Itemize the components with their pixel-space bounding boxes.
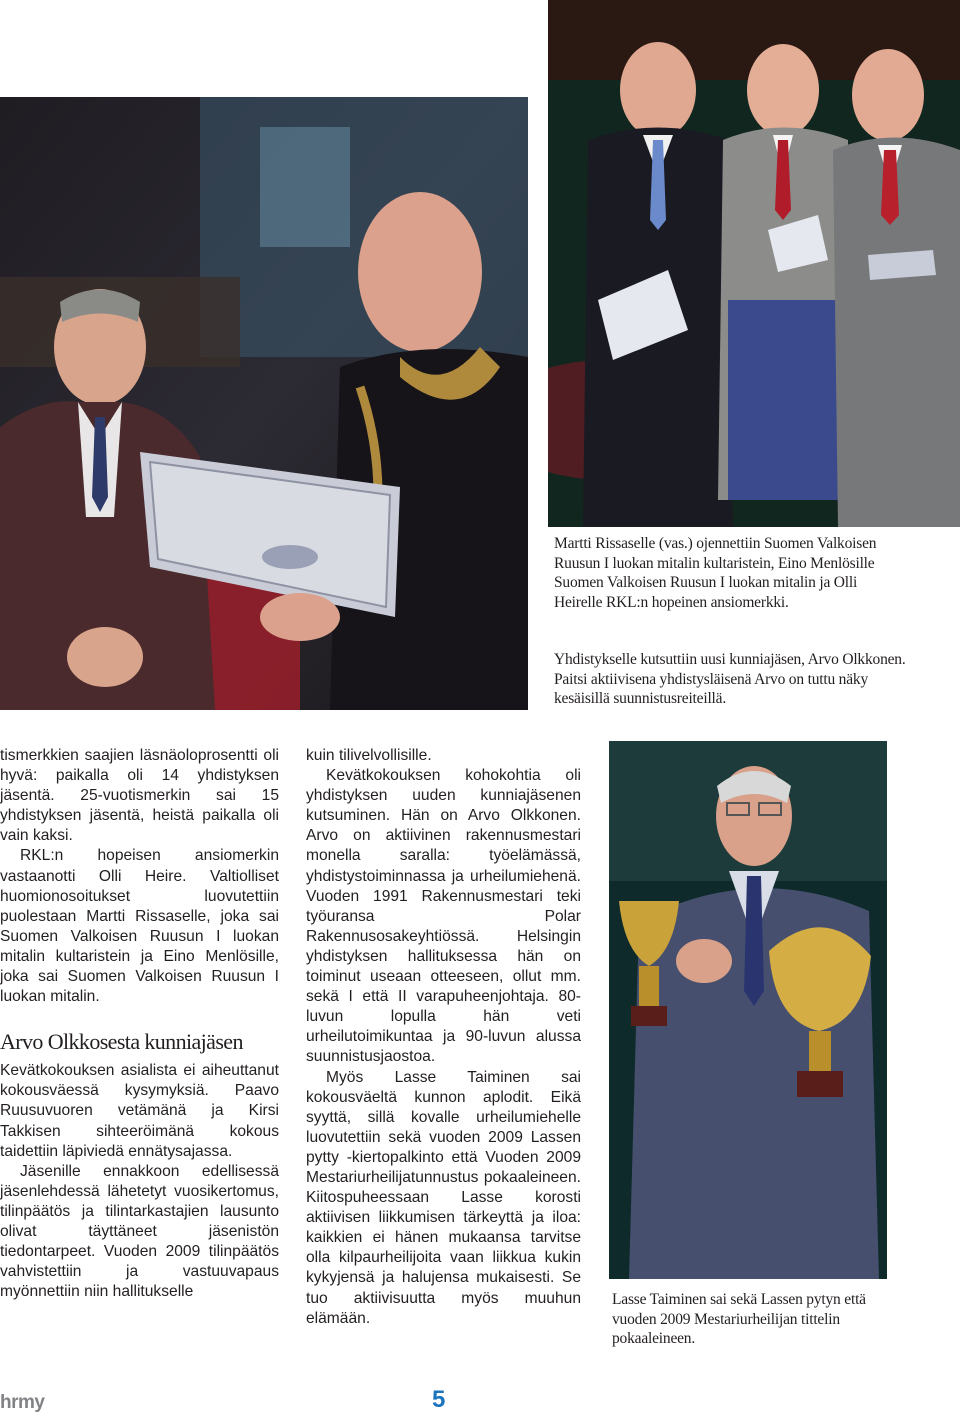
photo-three-recipients	[548, 0, 960, 527]
paragraph: Myös Lasse Taiminen sai kokousväeltä kunnon aplodit. Eikä syyttä, sillä kovalle urheilumiehelle luovutettiin sekä vuoden 2009 Lassen pytty -kiertopalkinto että Vuoden 2009 Mestariurheilijatunnustus pokaaleineen. Kiitospuheessaan Lasse korosti aktiivisen liikkumisen tärkeyttä ja iloa: kaikkien ei hänen mukaansa tarvitse olla kilpaurheilijoita vaan liikkua kukin kykyjensä ja halujensa mukaisesti. Se tuo aktiivisuutta myös muuhun elämään.	[306, 1068, 581, 1327]
caption-honorary-member: Yhdistykselle kutsuttiin uusi kunniajäsen, Arvo Olkkonen. Paitsi aktiivisena yhdistysläisenä Arvo on tuttu näky kesäisillä suunnistusreiteillä.	[554, 651, 906, 707]
photo-trophy-winner	[609, 741, 887, 1279]
paragraph: Kevätkokouksen asialista ei aiheuttanut kokousväessä kysymyksiä. Paavo Ruusuvuoren vetämänä ja Kirsi Takkisen sihteeröimänä kokous taidettiin läpiviedä ennätysajassa.	[0, 1062, 279, 1160]
publication-logo: hrmy	[0, 1392, 45, 1413]
caption-trophy-winner: Lasse Taiminen sai sekä Lassen pytyn että vuoden 2009 Mestariurheilijan tittelin pokaaleineen.	[612, 1291, 866, 1347]
article-column-1	[0, 746, 279, 1302]
paragraph: tismerkkien saajien läsnäoloprosentti oli hyvä: paikalla oli 14 yhdistyksen jäsentä. 25-vuotismerkin sai 15 yhdistyksen jäsentä, heistä paikalla oli vain kaksi.	[0, 747, 279, 845]
paragraph: Kevätkokouksen kohokohtia oli yhdistyksen uuden kunniajäsenen kutsuminen. Hän on Arvo Olkkonen. Arvo on aktiivinen rakennusmestari monella saralla: työelämässä, yhdistystoiminnassa ja urheilumiehenä. Vuoden 1991 Rakennusmestari teki työuransa Polar Rakennusosakeyhtiössä. Helsingin yhdistyksen hallituksessa hän on toiminut useaan otteeseen, ollut mm. sekä I että II varapuheenjohtaja. 80-luvun lopulla hän veti urheilutoimikuntaa ja 90-luvun alussa suunnistusjaostoa.	[306, 767, 581, 1066]
article-column-2	[306, 746, 581, 1329]
paragraph: RKL:n hopeisen ansiomerkin vastaanotti Olli Heire. Valtiolliset huomionosoitukset luovutettiin puolestaan Martti Rissaselle, joka sai Suomen Valkoisen Ruusun I luokan mitalin kultaristein ja Eino Menlösille, joka sai Suomen Valkoisen Ruusun I luokan mitalin.	[0, 847, 279, 1006]
page-number: 5	[432, 1386, 446, 1413]
paragraph: kuin tilivelvollisille.	[306, 747, 432, 764]
paragraph: Jäsenille ennakkoon edellisessä jäsenlehdessä lähetetyt vuosikertomus, tilinpäätös ja tilintarkastajien lausunto olivat täyttäneet jäsenistön tiedontarpeet. Vuoden 2009 tilinpäätös vahvistettiin ja vastuuvapaus myönnettiin niin hallitukselle	[0, 1162, 279, 1301]
photo-award-handover	[0, 97, 528, 710]
section-heading: Arvo Olkkosesta kunniajäsen	[0, 1029, 243, 1055]
caption-three-recipients: Martti Rissaselle (vas.) ojennettiin Suomen Valkoisen Ruusun I luokan mitalin kultaristein, Eino Menlösille Suomen Valkoisen Ruusun I luokan mitalin ja Olli Heirelle RKL:n hopeinen ansiomerkki.	[554, 535, 877, 611]
